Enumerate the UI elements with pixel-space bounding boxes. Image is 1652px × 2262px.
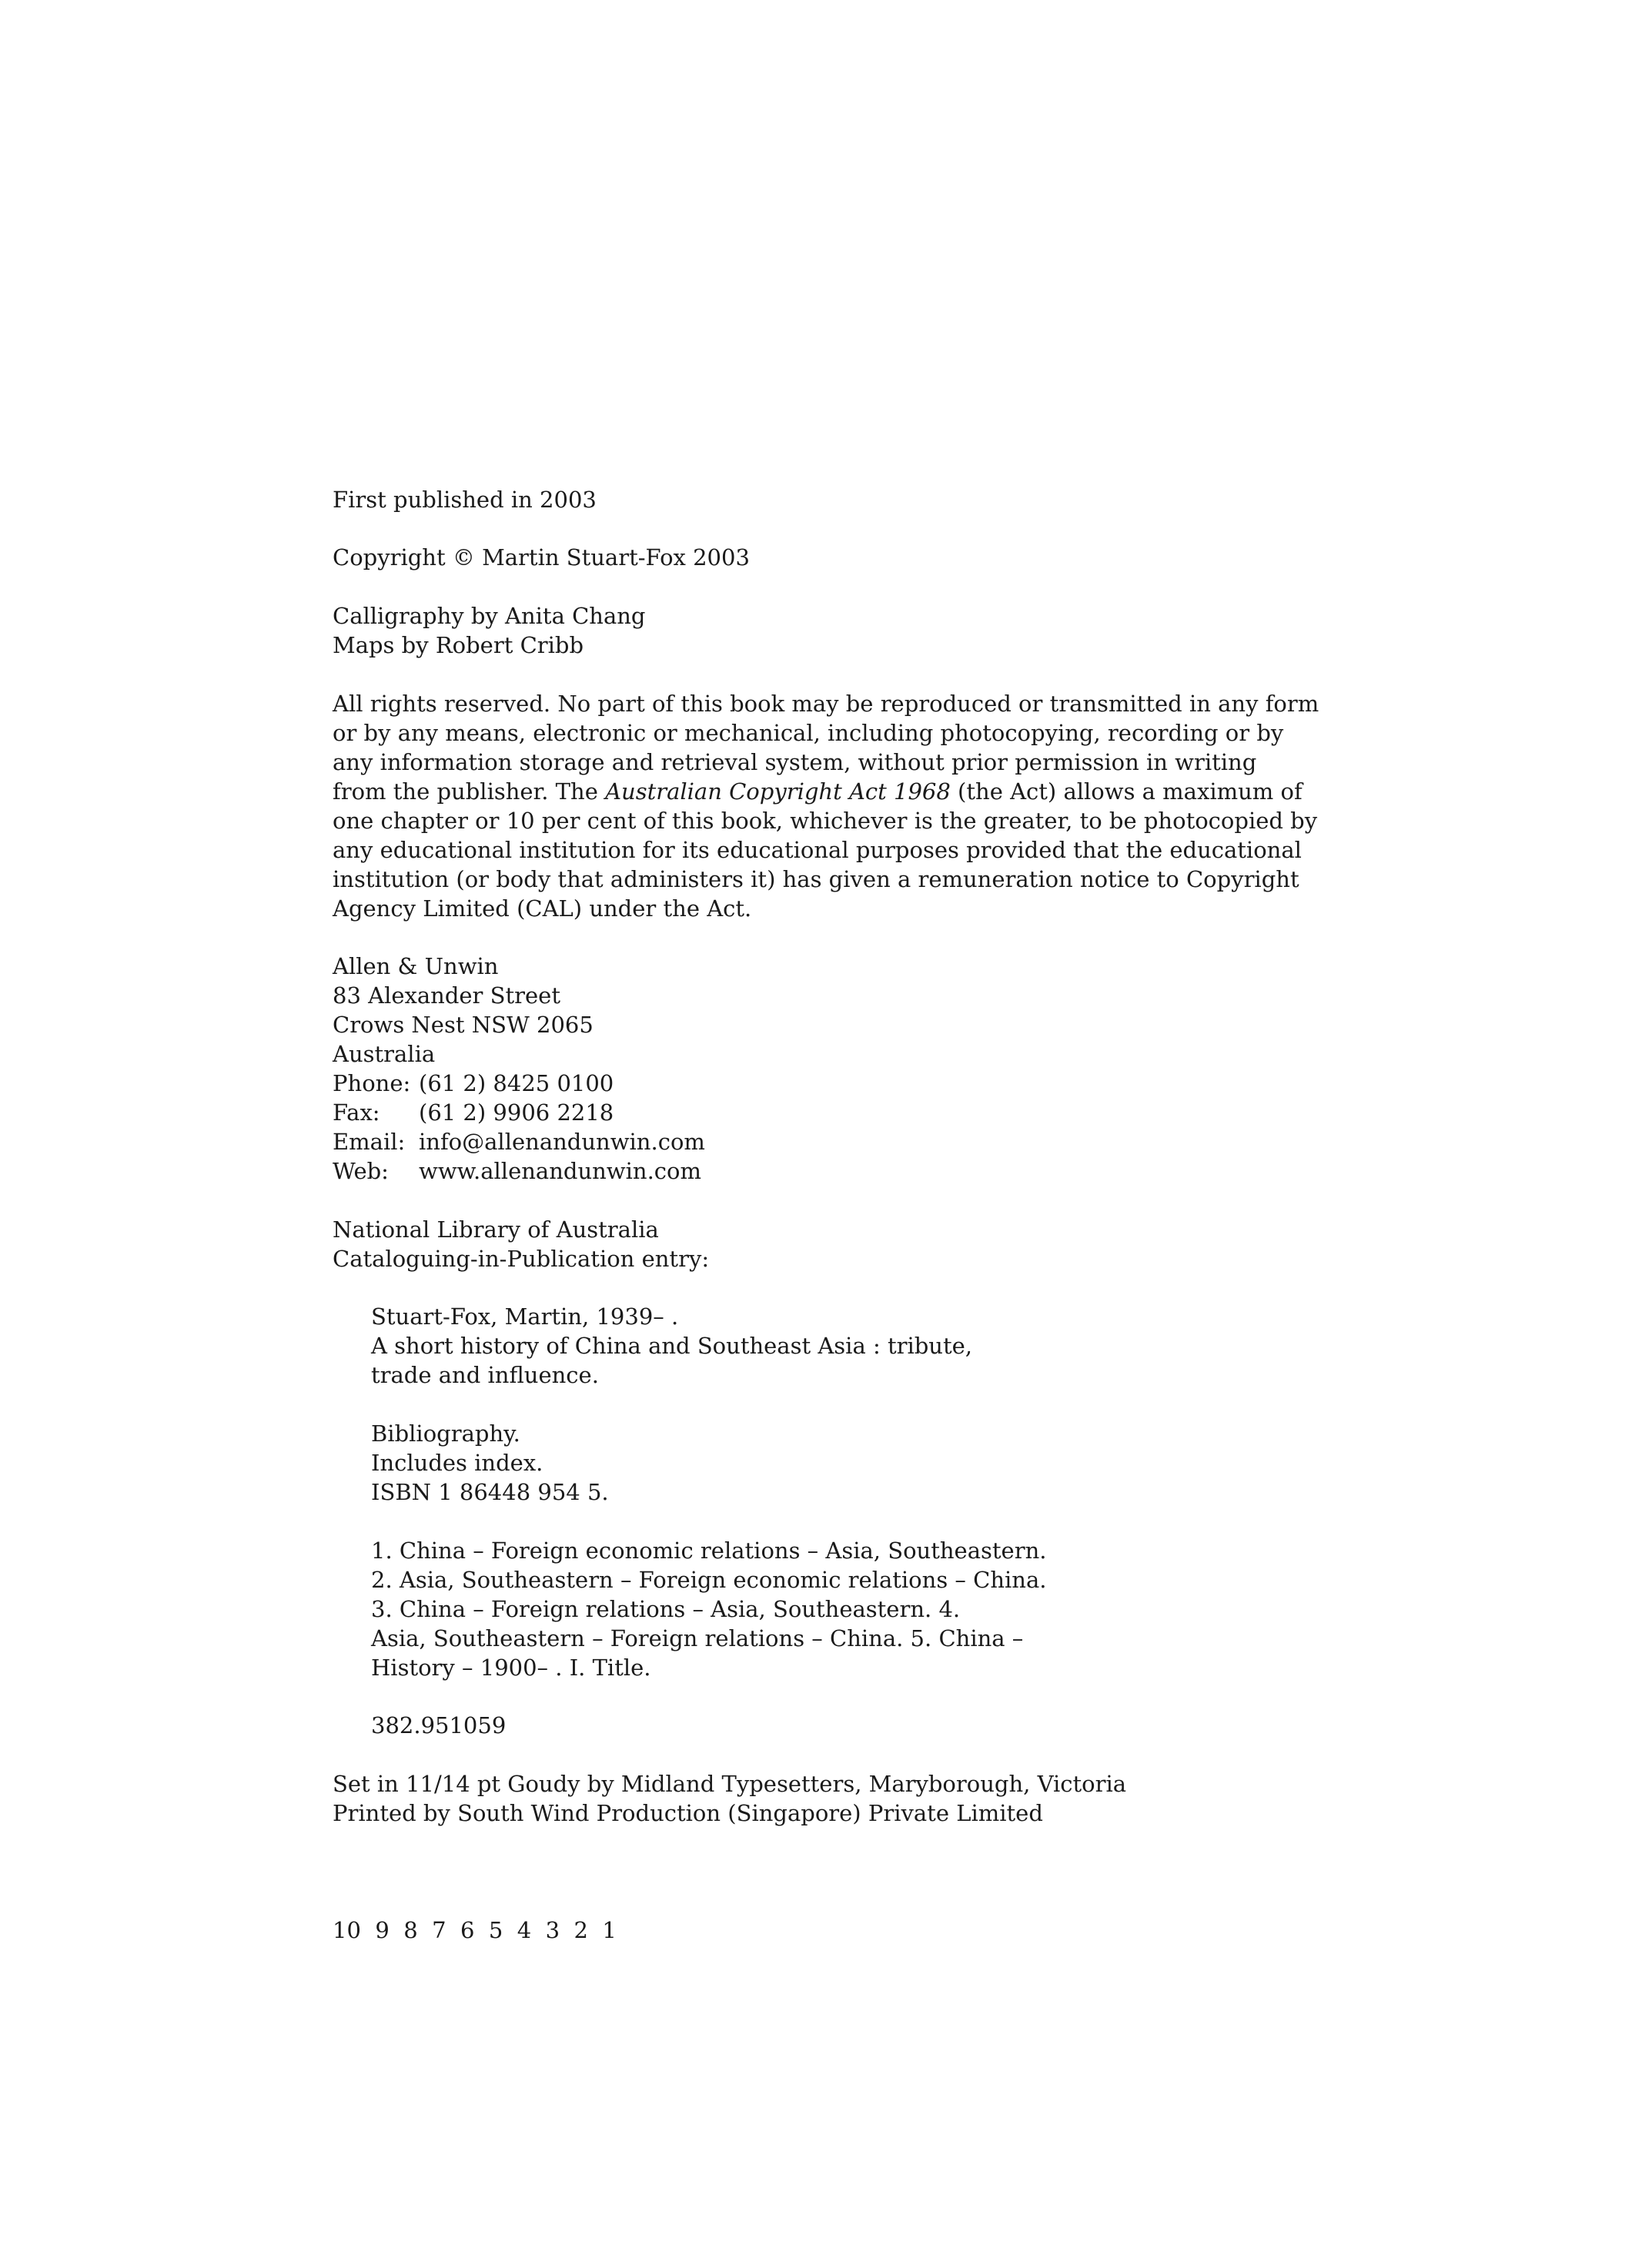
cip-author: Stuart-Fox, Martin, 1939– . — [371, 1303, 679, 1330]
rights-statement — [333, 689, 1319, 923]
credits — [333, 601, 1295, 660]
first-published — [333, 485, 1295, 514]
contact-value: info@allenandunwin.com — [419, 1129, 705, 1155]
publisher-country: Australia — [333, 1041, 436, 1067]
dewey-number: 382.951059 — [371, 1712, 507, 1738]
cip-classification — [371, 1711, 1333, 1740]
cip-title-line: trade and influence. — [371, 1362, 599, 1388]
cip-subject: 1. China – Foreign economic relations – Asia, Southeastern. — [371, 1538, 1047, 1564]
contact-value: (61 2) 9906 2218 — [419, 1099, 614, 1126]
rights-line: any educational institution for its educational purposes provided that the educational — [333, 837, 1302, 863]
publisher-suburb: Crows Nest NSW 2065 — [333, 1012, 594, 1038]
publisher-name: Allen & Unwin — [333, 953, 499, 979]
contact-label: Web: — [333, 1158, 389, 1184]
credit-maps: Maps by Robert Cribb — [333, 632, 584, 658]
contact-web — [333, 1156, 1295, 1186]
cip-subject: 2. Asia, Southeastern – Foreign economic relations – China. — [371, 1567, 1047, 1593]
rights-line: All rights reserved. No part of this book may be reproduced or transmitted in any form — [333, 691, 1319, 717]
print-line-numbers: 10 9 8 7 6 5 4 3 2 1 — [333, 1917, 617, 1943]
copyright-notice — [333, 543, 1295, 572]
cip-title-line: A short history of China and Southeast Asia : tribute, — [371, 1333, 973, 1359]
contact-value: (61 2) 8425 0100 — [419, 1070, 614, 1096]
printing-credit: Printed by South Wind Production (Singapore) Private Limited — [333, 1800, 1043, 1826]
contact-label: Email: — [333, 1129, 406, 1155]
cip-subjects — [371, 1536, 1333, 1682]
rights-line-with-act — [333, 777, 1303, 806]
cip-heading-entry: Cataloguing-in-Publication entry: — [333, 1246, 710, 1272]
rights-line-post: (the Act) allows a maximum of — [950, 778, 1303, 805]
publisher-street: 83 Alexander Street — [333, 982, 560, 1009]
contact-fax — [333, 1098, 1295, 1127]
cip-heading-library: National Library of Australia — [333, 1216, 659, 1243]
cip-notes — [371, 1419, 1333, 1507]
cip-isbn: ISBN 1 86448 954 5. — [371, 1479, 609, 1505]
cip-title-entry — [371, 1302, 1333, 1390]
production-credits — [333, 1769, 1295, 1828]
contact-label: Phone: — [333, 1070, 411, 1096]
contact-phone — [333, 1069, 1295, 1098]
typesetting-credit: Set in 11/14 pt Goudy by Midland Typesetters, Maryborough, Victoria — [333, 1771, 1127, 1797]
contact-label: Fax: — [333, 1099, 380, 1126]
rights-line: any information storage and retrieval system, without prior permission in writing — [333, 749, 1257, 775]
cip-note: Includes index. — [371, 1450, 543, 1476]
credit-calligraphy: Calligraphy by Anita Chang — [333, 603, 646, 629]
cip-subject: Asia, Southeastern – Foreign relations – China. 5. China – — [371, 1625, 1024, 1651]
rights-line-pre: from the publisher. The — [333, 778, 606, 805]
rights-line: one chapter or 10 per cent of this book, whichever is the greater, to be photocopied by — [333, 808, 1318, 834]
rights-line: institution (or body that administers it) has given a remuneration notice to Copyright — [333, 866, 1299, 892]
rights-line: Agency Limited (CAL) under the Act. — [333, 895, 752, 922]
contact-value: www.allenandunwin.com — [419, 1158, 702, 1184]
print-line — [333, 1857, 1295, 2003]
publisher-address — [333, 952, 1295, 1186]
cip-subject: 3. China – Foreign relations – Asia, Southeastern. 4. — [371, 1596, 961, 1622]
cip-subject: History – 1900– . I. Title. — [371, 1655, 651, 1681]
first-published-text: First published in 2003 — [333, 487, 597, 513]
copyright-text: Copyright © Martin Stuart-Fox 2003 — [333, 544, 750, 571]
contact-email — [333, 1127, 1295, 1156]
rights-line: or by any means, electronic or mechanical, including photocopying, recording or by — [333, 720, 1284, 746]
copyright-act-title: Australian Copyright Act 1968 — [605, 778, 951, 805]
cip-heading — [333, 1215, 1295, 1273]
cip-note: Bibliography. — [371, 1420, 520, 1447]
